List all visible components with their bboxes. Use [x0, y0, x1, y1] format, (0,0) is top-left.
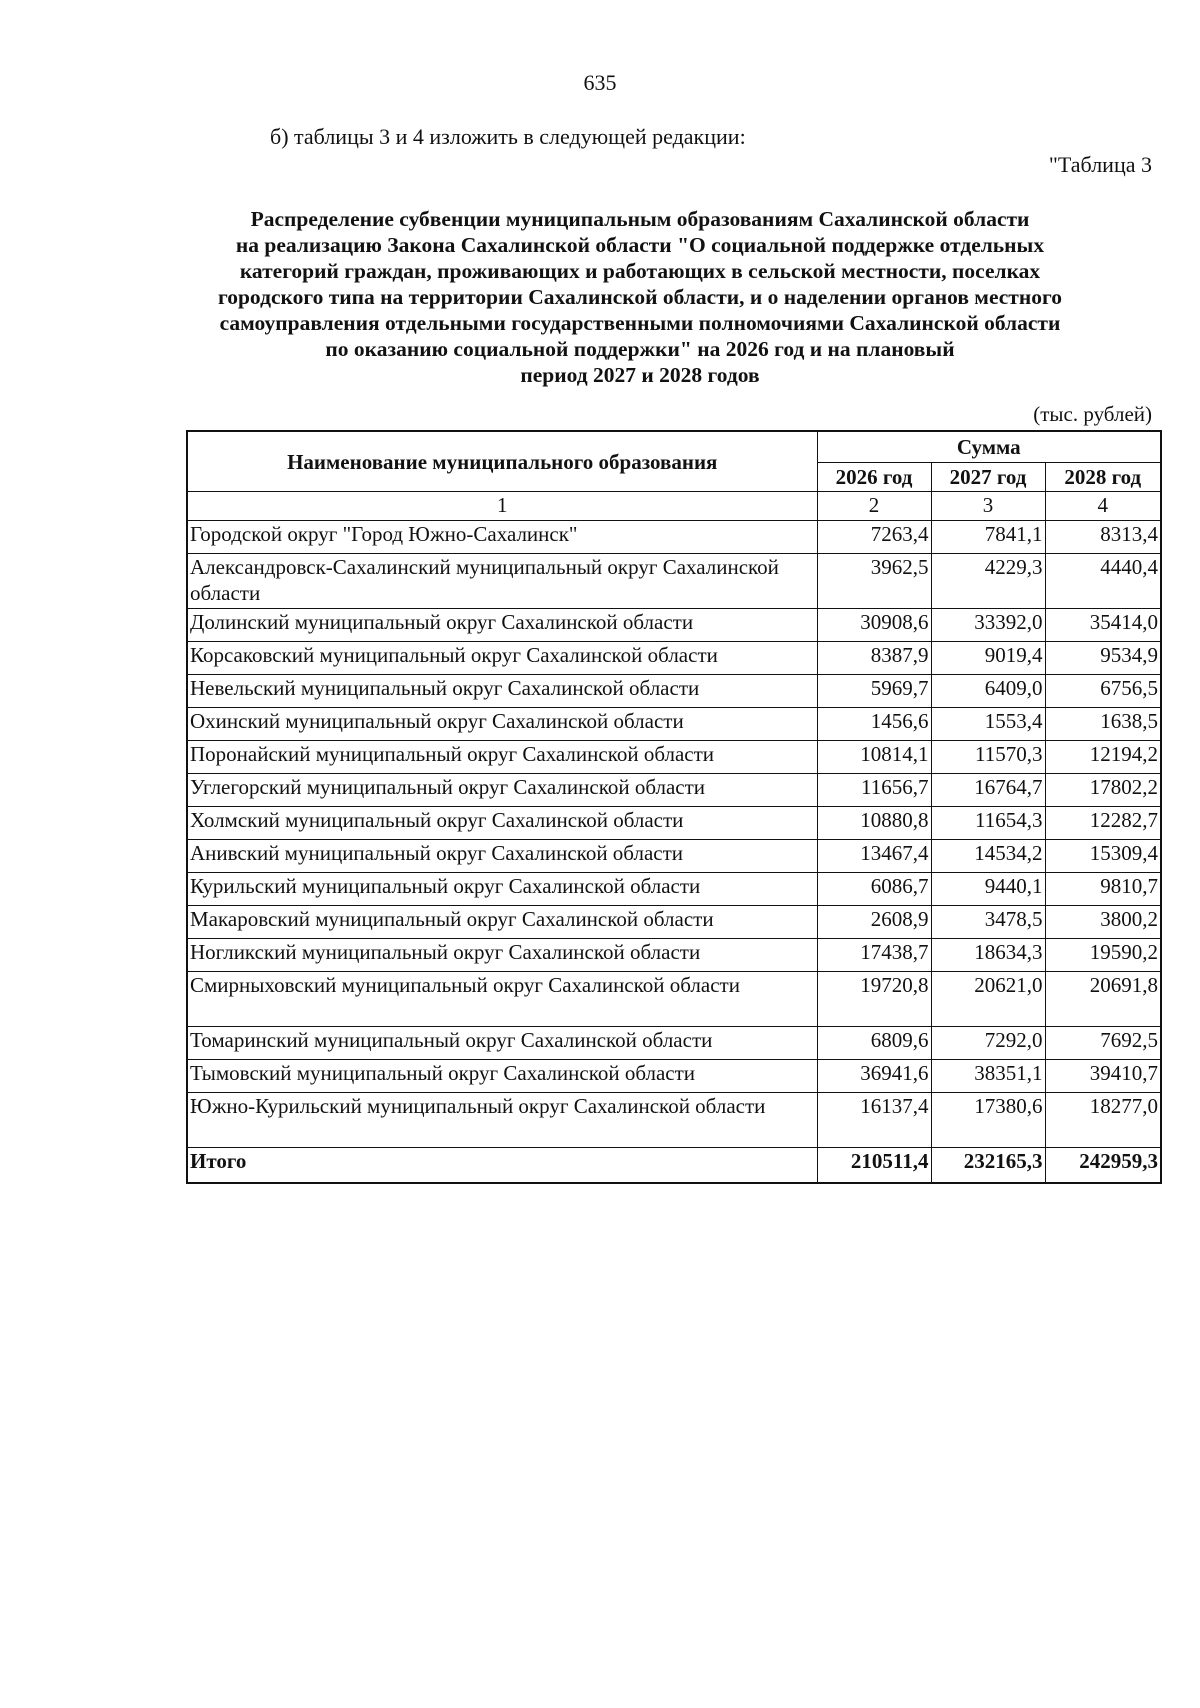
value-2027: 11570,3 [931, 741, 1045, 774]
value-2028: 12282,7 [1045, 807, 1161, 840]
table-row [187, 840, 1161, 873]
municipality-name: Ногликский муниципальный округ Сахалинской области [187, 939, 817, 972]
value-2027: 6409,0 [931, 675, 1045, 708]
municipality-name: Невельский муниципальный округ Сахалинской области [187, 675, 817, 708]
column-index: 4 [1045, 492, 1161, 521]
column-index: 3 [931, 492, 1045, 521]
municipality-name: Долинский муниципальный округ Сахалинской области [187, 609, 817, 642]
table-row [187, 1093, 1161, 1148]
value-2028: 19590,2 [1045, 939, 1161, 972]
value-2026: 8387,9 [817, 642, 931, 675]
municipality-name: Александровск-Сахалинский муниципальный округ Сахалинской области [187, 554, 817, 609]
table-row [187, 807, 1161, 840]
total-2027: 232165,3 [931, 1148, 1045, 1184]
value-2027: 9019,4 [931, 642, 1045, 675]
value-2028: 20691,8 [1045, 972, 1161, 1027]
value-2027: 7292,0 [931, 1027, 1045, 1060]
units-label: (тыс. рублей) [1033, 402, 1152, 426]
table-row [187, 972, 1161, 1027]
value-2026: 10814,1 [817, 741, 931, 774]
header-year: 2028 год [1045, 463, 1161, 492]
municipality-name: Смирныховский муниципальный округ Сахалинской области [187, 972, 817, 1027]
title-line: самоуправления отдельными государственными полномочиями Сахалинской области [219, 311, 1061, 335]
value-2026: 30908,6 [817, 609, 931, 642]
value-2027: 38351,1 [931, 1060, 1045, 1093]
value-2028: 9534,9 [1045, 642, 1161, 675]
value-2028: 18277,0 [1045, 1093, 1161, 1148]
municipality-name: Тымовский муниципальный округ Сахалинской области [187, 1060, 817, 1093]
municipality-name: Поронайский муниципальный округ Сахалинской области [187, 741, 817, 774]
table-row [187, 741, 1161, 774]
value-2028: 7692,5 [1045, 1027, 1161, 1060]
municipality-name: Макаровский муниципальный округ Сахалинской области [187, 906, 817, 939]
value-2027: 16764,7 [931, 774, 1045, 807]
value-2028: 4440,4 [1045, 554, 1161, 609]
value-2027: 4229,3 [931, 554, 1045, 609]
title-line: на реализацию Закона Сахалинской области "О социальной поддержке отдельных [235, 233, 1045, 257]
table-row [187, 642, 1161, 675]
value-2028: 3800,2 [1045, 906, 1161, 939]
value-2028: 39410,7 [1045, 1060, 1161, 1093]
header-name: Наименование муниципального образования [187, 431, 817, 492]
subvention-table [186, 430, 1162, 1184]
value-2026: 5969,7 [817, 675, 931, 708]
header-year: 2026 год [817, 463, 931, 492]
value-2028: 6756,5 [1045, 675, 1161, 708]
municipality-name: Корсаковский муниципальный округ Сахалинской области [187, 642, 817, 675]
title-line: период 2027 и 2028 годов [520, 363, 760, 387]
page-number: 635 [583, 70, 617, 95]
column-index: 2 [817, 492, 931, 521]
title-line: по оказанию социальной поддержки" на 2026 год и на плановый [325, 337, 955, 361]
table-row [187, 1060, 1161, 1093]
header-year: 2027 год [931, 463, 1045, 492]
value-2026: 13467,4 [817, 840, 931, 873]
table-row [187, 1027, 1161, 1060]
value-2028: 17802,2 [1045, 774, 1161, 807]
table-row [187, 873, 1161, 906]
value-2026: 1456,6 [817, 708, 931, 741]
value-2026: 6809,6 [817, 1027, 931, 1060]
value-2026: 17438,7 [817, 939, 931, 972]
total-label: Итого [187, 1148, 817, 1184]
total-2028: 242959,3 [1045, 1148, 1161, 1184]
value-2026: 2608,9 [817, 906, 931, 939]
municipality-name: Южно-Курильский муниципальный округ Сахалинской области [187, 1093, 817, 1148]
value-2026: 10880,8 [817, 807, 931, 840]
table-row [187, 554, 1161, 609]
value-2027: 9440,1 [931, 873, 1045, 906]
value-2026: 6086,7 [817, 873, 931, 906]
value-2027: 17380,6 [931, 1093, 1045, 1148]
table-row [187, 939, 1161, 972]
value-2026: 36941,6 [817, 1060, 931, 1093]
value-2027: 11654,3 [931, 807, 1045, 840]
value-2026: 16137,4 [817, 1093, 931, 1148]
value-2027: 33392,0 [931, 609, 1045, 642]
municipality-name: Курильский муниципальный округ Сахалинской области [187, 873, 817, 906]
municipality-name: Томаринский муниципальный округ Сахалинской области [187, 1027, 817, 1060]
value-2026: 7263,4 [817, 521, 931, 554]
value-2027: 1553,4 [931, 708, 1045, 741]
value-2027: 14534,2 [931, 840, 1045, 873]
value-2027: 18634,3 [931, 939, 1045, 972]
value-2026: 3962,5 [817, 554, 931, 609]
table-row [187, 708, 1161, 741]
title-line: городского типа на территории Сахалинской области, и о наделении органов местного [218, 285, 1062, 309]
value-2028: 12194,2 [1045, 741, 1161, 774]
table-row [187, 609, 1161, 642]
total-row [187, 1148, 1161, 1184]
value-2027: 20621,0 [931, 972, 1045, 1027]
value-2027: 7841,1 [931, 521, 1045, 554]
municipality-name: Городской округ "Город Южно-Сахалинск" [187, 521, 817, 554]
value-2028: 15309,4 [1045, 840, 1161, 873]
intro-text: б) таблицы 3 и 4 изложить в следующей редакции: [270, 124, 746, 149]
value-2026: 11656,7 [817, 774, 931, 807]
value-2028: 1638,5 [1045, 708, 1161, 741]
municipality-name: Анивский муниципальный округ Сахалинской области [187, 840, 817, 873]
table-row [187, 774, 1161, 807]
value-2027: 3478,5 [931, 906, 1045, 939]
table-row [187, 675, 1161, 708]
table-title [180, 206, 1100, 388]
total-2026: 210511,4 [817, 1148, 931, 1184]
municipality-name: Холмский муниципальный округ Сахалинской области [187, 807, 817, 840]
table-row [187, 906, 1161, 939]
municipality-name: Углегорский муниципальный округ Сахалинской области [187, 774, 817, 807]
value-2026: 19720,8 [817, 972, 931, 1027]
value-2028: 35414,0 [1045, 609, 1161, 642]
title-line: Распределение субвенции муниципальным образованиям Сахалинской области [250, 207, 1030, 231]
header-sum: Сумма [817, 431, 1161, 463]
value-2028: 9810,7 [1045, 873, 1161, 906]
title-line: категорий граждан, проживающих и работающих в сельской местности, поселках [239, 259, 1041, 283]
municipality-name: Охинский муниципальный округ Сахалинской области [187, 708, 817, 741]
column-index: 1 [187, 492, 817, 521]
table-row [187, 521, 1161, 554]
value-2028: 8313,4 [1045, 521, 1161, 554]
table-label: "Таблица 3 [1048, 152, 1152, 177]
